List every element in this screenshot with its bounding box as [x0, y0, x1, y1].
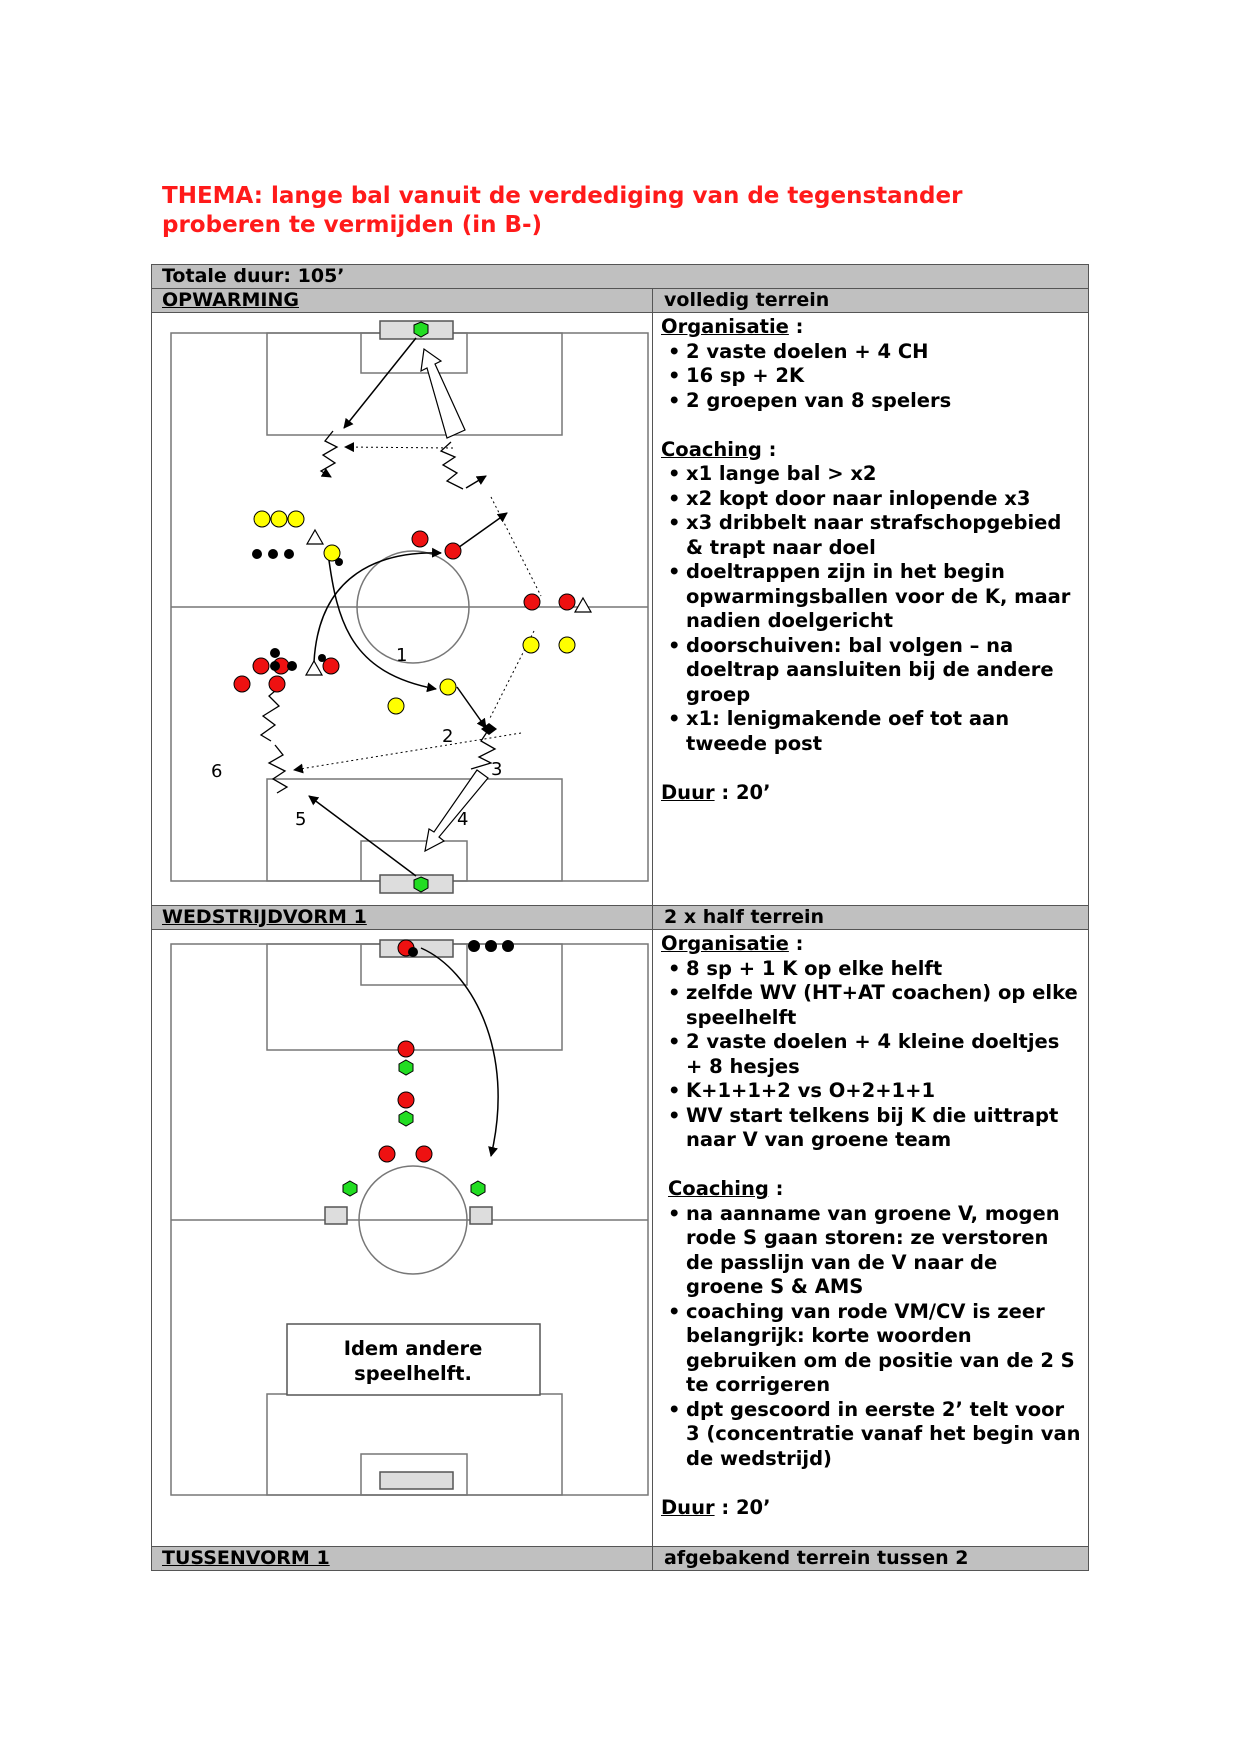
ball: [268, 549, 278, 559]
diagram-number-1: 1: [396, 645, 408, 666]
ball: [335, 558, 343, 566]
list-item: • doorschuiven: bal volgen – na doeltrap aansluiten bij de andere groep: [661, 634, 1081, 708]
small-goal: [325, 1207, 347, 1224]
opwarming-terrain: volledig terrein: [664, 289, 830, 311]
dribble-line: [441, 442, 463, 489]
red-player: [559, 594, 575, 610]
red-player: [253, 658, 269, 674]
ball: [270, 648, 280, 658]
pass-arrow: [455, 513, 507, 550]
list-item: • x1 lange bal > x2: [661, 462, 1081, 487]
yellow-player: [271, 511, 287, 527]
red-player: [416, 1146, 432, 1162]
curved-pass: [328, 553, 436, 689]
penalty-area-bottom: [267, 779, 562, 881]
ball: [468, 940, 480, 952]
list-item: • K+1+1+2 vs O+2+1+1: [661, 1079, 1081, 1104]
idem-note-line-2: speelhelft.: [354, 1362, 472, 1385]
red-player: [269, 676, 285, 692]
title-line-1: THEMA: lange bal vanuit de verdediging van de tegenstander: [162, 183, 963, 209]
organisatie-label: Organisatie: [661, 932, 789, 955]
pass-arrow: [466, 476, 486, 488]
list-item: • doeltrappen zijn in het begin opwarmingsballen voor de K, maar nadien doelgericht: [661, 560, 1081, 634]
dribble-line: [321, 431, 337, 477]
opwarming-field-diagram: [151, 313, 652, 905]
red-player: [398, 1041, 414, 1057]
goal-kick-pass: [421, 948, 498, 1156]
yellow-player: [288, 511, 304, 527]
opwarming-header-row: [151, 288, 1089, 313]
list-item: • coaching van rode VM/CV is zeer belangrijk: korte woorden gebruiken om de positie van de 2 S te corrigeren: [661, 1300, 1081, 1398]
red-player: [234, 676, 250, 692]
ball: [408, 947, 418, 957]
list-item: • 2 vaste doelen + 4 kleine doeltjes + 8 hesjes: [661, 1030, 1081, 1079]
diagram-number-2: 2: [442, 726, 454, 747]
coaching-label: Coaching: [661, 437, 762, 461]
list-item: • 16 sp + 2K: [661, 364, 1081, 389]
yellow-player: [559, 637, 575, 653]
penalty-area-top: [267, 944, 562, 1050]
ball: [284, 549, 294, 559]
list-item: • na aanname van groene V, mogen rode S gaan storen: ze verstoren de passlijn van de V naar de groene S & AMS: [661, 1202, 1081, 1300]
list-item: • 2 vaste doelen + 4 CH: [661, 340, 1081, 365]
ball: [318, 654, 326, 662]
diagram-number-4: 4: [457, 809, 469, 830]
penalty-area-top: [267, 333, 562, 435]
column-divider: [652, 288, 653, 1571]
red-player: [379, 1146, 395, 1162]
yellow-player: [523, 637, 539, 653]
pass-arrow: [344, 338, 416, 428]
yellow-player: [388, 698, 404, 714]
diagram-number-3: 3: [491, 759, 503, 780]
red-player: [323, 658, 339, 674]
wedstrijdvorm-field-diagram: [151, 930, 652, 1546]
duur-value: : 20’: [721, 780, 771, 804]
opwarming-text: Organisatie : • 2 vaste doelen + 4 CH • 16 sp + 2K • 2 groepen van 8 spelers Coaching : • x1 lange bal > x2 • x2 kopt door naar inlopende x3 • x3 dribbelt naar strafschopgebied & trapt naar doel • doeltrappen zijn in het begin opwarmingsballen voor de K, maar nadien doelgericht • doorschuiven: bal volgen – na doeltrap aansluiten bij de andere groep • x1: lenigmakende oef tot aan tweede post Duur : 20’: [661, 315, 1081, 805]
shot-arrow: [421, 349, 465, 438]
duur-label: Duur: [661, 1495, 715, 1519]
run-line: [345, 447, 453, 448]
dribble-line: [261, 686, 281, 741]
green-player: [343, 1181, 357, 1196]
coaching-label: Coaching: [668, 1177, 769, 1200]
ball: [287, 661, 297, 671]
goalkeeper-bottom: [414, 877, 428, 892]
dribble-line: [269, 745, 287, 793]
duur-value: : 20’: [721, 1495, 771, 1519]
list-item: • zelfde WV (HT+AT coachen) op elke speelhelft: [661, 981, 1081, 1030]
diagram-number-5: 5: [295, 809, 307, 830]
red-player: [412, 531, 428, 547]
duur-label: Duur: [661, 780, 715, 804]
tussenvorm-terrain: afgebakend terrein tussen 2: [664, 1547, 969, 1569]
red-player: [398, 1092, 414, 1108]
tussenvorm-header-row: [151, 1546, 1089, 1571]
run-line: [491, 497, 541, 596]
diagram-number-6: 6: [211, 761, 223, 782]
list-item: • x1: lenigmakende oef tot aan tweede post: [661, 707, 1081, 756]
cone: [306, 661, 322, 675]
ball: [252, 549, 262, 559]
table-border-right: [1088, 264, 1089, 1571]
yellow-player: [254, 511, 270, 527]
ball: [502, 940, 514, 952]
list-item: • dpt gescoord in eerste 2’ telt voor 3 (concentratie vanaf het begin van de wedstrijd): [661, 1398, 1081, 1472]
goal-bottom: [380, 1472, 453, 1489]
list-item: • WV start telkens bij K die uittrapt naar V van groene team: [661, 1104, 1081, 1153]
idem-note-line-1: Idem andere: [343, 1337, 483, 1360]
small-goal: [470, 1207, 492, 1224]
opwarming-header: OPWARMING: [162, 289, 299, 311]
title-line-2: proberen te vermijden (in B-): [162, 212, 543, 238]
total-duration: Totale duur: 105’: [162, 265, 345, 287]
ball: [485, 940, 497, 952]
cone: [307, 530, 323, 544]
pass-arrow: [309, 796, 416, 876]
page-title: [162, 182, 1062, 240]
green-player: [471, 1181, 485, 1196]
red-player: [524, 594, 540, 610]
pass-arrow: [457, 687, 486, 728]
list-item: • x3 dribbelt naar strafschopgebied & trapt naar doel: [661, 511, 1081, 560]
organisatie-label: Organisatie: [661, 315, 789, 338]
green-player: [399, 1060, 413, 1075]
wedstrijdvorm-terrain: 2 x half terrein: [664, 906, 825, 928]
list-item: • 8 sp + 1 K op elke helft: [661, 957, 1081, 982]
list-item: • 2 groepen van 8 spelers: [661, 389, 1081, 414]
list-item: • x2 kopt door naar inlopende x3: [661, 487, 1081, 512]
green-player: [399, 1111, 413, 1126]
cone: [575, 598, 591, 612]
red-player: [445, 543, 461, 559]
tussenvorm-header: TUSSENVORM 1: [162, 1547, 330, 1569]
session-table: [151, 264, 1089, 1571]
wedstrijdvorm-header: WEDSTRIJDVORM 1: [162, 906, 367, 928]
wedstrijdvorm-text: Organisatie : • 8 sp + 1 K op elke helft • zelfde WV (HT+AT coachen) op elke speelhelft • 2 vaste doelen + 4 kleine doeltjes + 8 hesjes • K+1+1+2 vs O+2+1+1 • WV start telkens bij K die uittrapt naar V van groene team Coaching : • na aanname van groene V, mogen rode S gaan storen: ze verstoren de passlijn van de V naar de groene S & AMS • coaching van rode VM/CV is zeer belangrijk: korte woorden gebruiken om de positie van de 2 S te corrigeren • dpt gescoord in eerste 2’ telt voor 3 (concentratie vanaf het begin van de wedstrijd) Duur : 20’: [661, 932, 1081, 1520]
wedstrijdvorm-header-row: [151, 905, 1089, 930]
yellow-player: [440, 679, 456, 695]
goalkeeper-top: [414, 322, 428, 337]
total-duration-row: [151, 264, 1089, 289]
ball: [270, 661, 280, 671]
